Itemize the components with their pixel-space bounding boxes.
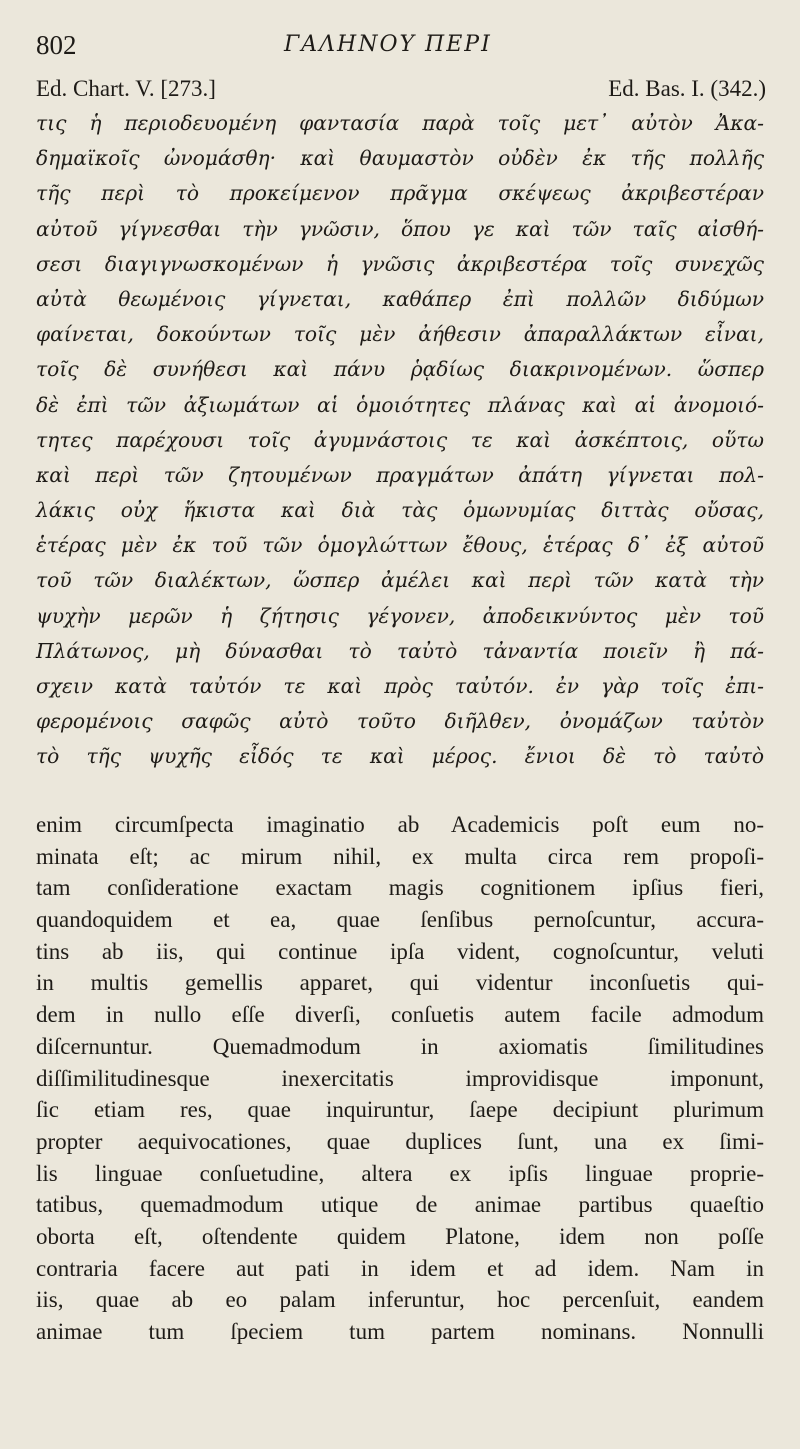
greek-line: τοῖς δὲ συνήθεσι καὶ πάνυ ῥᾳδίως διακρινομένων. ὥσπερ: [36, 357, 764, 382]
latin-line: lis linguae conſuetudine, altera ex ipſis linguae proprie-: [36, 1160, 764, 1186]
greek-line: δὲ ἐπὶ τῶν ἀξιωμάτων αἱ ὁμοιότητες πλάνας καὶ αἱ ἀνομοιό-: [36, 392, 764, 417]
latin-line: quandoquidem et ea, quae ſenſibus pernoſcuntur, accura-: [36, 907, 764, 933]
greek-line: τητες παρέχουσι τοῖς ἀγυμνάστοις τε καὶ ἀσκέπτοις, οὕτω: [36, 427, 764, 452]
greek-line: τῆς περὶ τὸ προκείμενον πρᾶγμα σκέψεως ἀκριβεστέραν: [36, 181, 764, 206]
page-number: 802: [36, 30, 77, 60]
latin-line: in multis gemellis apparet, qui videntur inconſuetis qui-: [36, 970, 764, 996]
greek-line: αὐτὰ θεωμένοις γίγνεται, καθάπερ ἐπὶ πολλῶν διδύμων: [36, 286, 764, 311]
greek-text-block: [36, 106, 764, 775]
greek-line: αὐτοῦ γίγνεσθαι τὴν γνῶσιν, ὅπου γε καὶ τῶν ταῖς αἰσθή-: [36, 216, 764, 241]
greek-line: τὸ τῆς ψυχῆς εἶδός τε καὶ μέρος. ἔνιοι δὲ τὸ ταὐτὸ: [36, 744, 764, 769]
latin-line: ſic etiam res, quae inquiruntur, ſaepe decipiunt plurimum: [36, 1097, 764, 1123]
latin-line: oborta eſt, oſtendente quidem Platone, idem non poſſe: [36, 1223, 764, 1249]
greek-line: δημαϊκοῖς ὠνομάσθη· καὶ θαυμαστὸν οὐδὲν ἐκ τῆς πολλῆς: [36, 146, 764, 171]
latin-line: animae tum ſpeciem tum partem nominans. Nonnulli: [36, 1319, 764, 1344]
latin-text-block: [36, 809, 764, 1348]
greek-line: ἑτέρας μὲν ἐκ τοῦ τῶν ὁμογλώττων ἔθους, ἑτέρας δ᾽ ἐξ αὐτοῦ: [36, 533, 764, 558]
greek-line: φερομένοις σαφῶς αὐτὸ τοῦτο διῆλθεν, ὀνομάζων ταὐτὸν: [36, 709, 764, 734]
latin-line: iis, quae ab eo palam inferuntur, hoc percenſuit, eandem: [36, 1287, 764, 1313]
latin-line: dem in nullo eſſe diverſi, conſuetis autem facile admodum: [36, 1002, 764, 1028]
edition-reference-right: Ed. Bas. I. (342.): [608, 76, 766, 101]
latin-line: minata eſt; ac mirum nihil, ex multa circa rem propoſi-: [36, 843, 764, 869]
running-title: ΓΑΛΗΝΟΥ ΠΕΡΙ: [284, 32, 492, 57]
latin-line: propter aequivocationes, quae duplices ſunt, una ex ſimi-: [36, 1128, 764, 1154]
greek-line: σχειν κατὰ ταὐτόν τε καὶ πρὸς ταὐτόν. ἐν γὰρ τοῖς ἐπι-: [36, 674, 764, 698]
latin-line: contraria facere aut pati in idem et ad idem. Nam in: [36, 1255, 764, 1281]
latin-line: tam conſideratione exactam magis cognitionem ipſius fieri,: [36, 875, 764, 901]
greek-line: καὶ περὶ τῶν ζητουμένων πραγμάτων ἀπάτη γίγνεται πολ-: [36, 462, 764, 487]
greek-line: τοῦ τῶν διαλέκτων, ὥσπερ ἀμέλει καὶ περὶ τῶν κατὰ τὴν: [36, 568, 764, 593]
greek-line: τις ἡ περιοδευομένη φαντασία παρὰ τοῖς μετ᾽ αὐτὸν Ἀκα-: [36, 111, 764, 135]
latin-line: enim circumſpecta imaginatio ab Academicis poſt eum no-: [36, 812, 764, 837]
latin-line: tatibus, quemadmodum utique de animae partibus quaeſtio: [36, 1192, 764, 1218]
latin-line: tins ab iis, qui continue ipſa vident, cognoſcuntur, veluti: [36, 938, 764, 964]
page-header: [36, 28, 766, 64]
greek-line: σεσι διαγιγνωσκομένων ἡ γνῶσις ἀκριβεστέρα τοῖς συνεχῶς: [36, 251, 764, 276]
edition-reference-left: Ed. Chart. V. [273.]: [36, 76, 216, 101]
greek-line: φαίνεται, δοκούντων τοῖς μὲν ἀήθεσιν ἀπαραλλάκτων εἶναι,: [36, 322, 764, 347]
latin-line: diſſimilitudinesque inexercitatis improvidisque imponunt,: [36, 1065, 764, 1091]
edition-reference-line: [36, 74, 766, 104]
greek-line: ψυχὴν μερῶν ἡ ζήτησις γέγονεν, ἀποδεικνύντος μὲν τοῦ: [36, 603, 764, 628]
greek-line: λάκις οὐχ ἥκιστα καὶ διὰ τὰς ὁμωνυμίας διττὰς οὔσας,: [36, 498, 764, 523]
greek-line: Πλάτωνος, μὴ δύνασθαι τὸ ταὐτὸ τἀναντία ποιεῖν ἢ πά-: [36, 638, 764, 663]
latin-line: diſcernuntur. Quemadmodum in axiomatis ſimilitudines: [36, 1033, 764, 1059]
